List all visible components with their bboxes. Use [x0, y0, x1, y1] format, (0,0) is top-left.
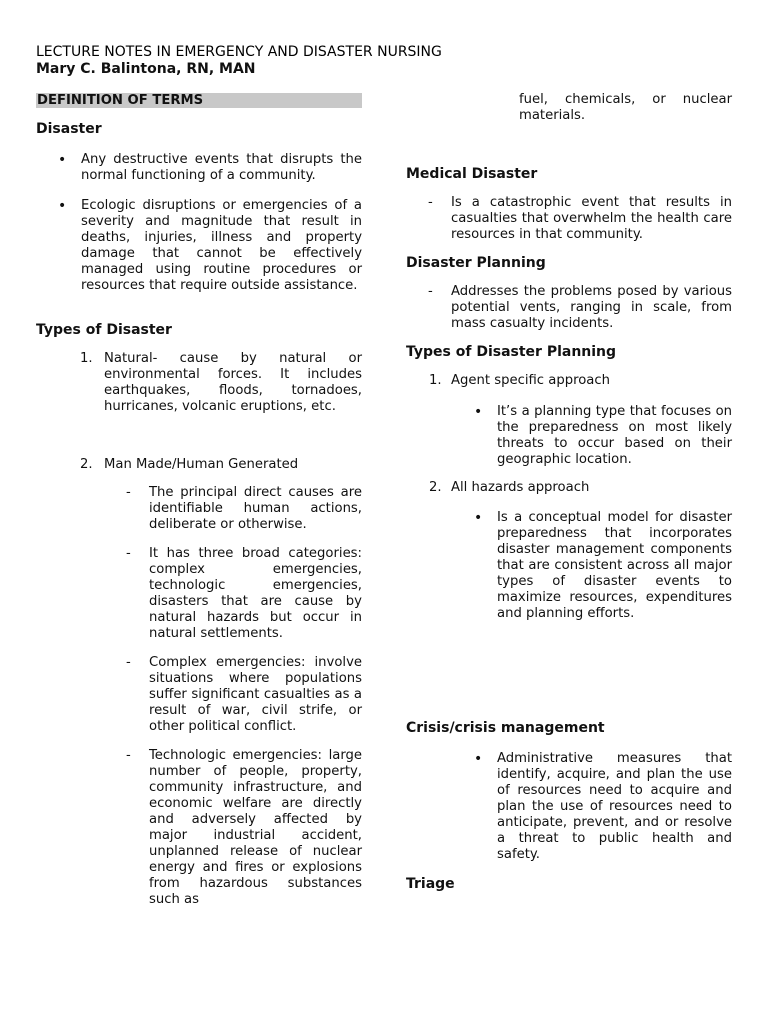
- list-item: [474, 751, 732, 863]
- document-title: LECTURE NOTES IN EMERGENCY AND DISASTER NURSING: [36, 44, 442, 60]
- heading-disaster-planning: Disaster Planning: [406, 255, 546, 271]
- heading-types-of-disaster-planning: Types of Disaster Planning: [406, 344, 617, 360]
- heading-triage: Triage: [406, 876, 455, 892]
- dash-marker: -: [126, 546, 131, 561]
- dash-marker: -: [126, 748, 131, 763]
- type-natural: Natural- cause by natural or environmental forces. It includes earthquakes, floods, tornadoes, hurricanes, volcanic eruptions, etc.: [104, 351, 362, 414]
- all-hazards-description: Is a conceptual model for disaster preparedness that incorporates disaster management components that are consistent across all major types of disaster events to maximize resources, expenditures and planning efforts.: [497, 510, 732, 621]
- list-item: [58, 198, 362, 294]
- man-made-point-1: The principal direct causes are identifiable human actions, deliberate or otherwise.: [149, 485, 362, 532]
- man-made-point-2: It has three broad categories: complex emergencies, technologic emergencies, disasters that are cause by natural hazards but occur in natural settlements.: [149, 546, 362, 641]
- bullet-icon: •: [474, 751, 483, 767]
- heading-crisis-management: Crisis/crisis management: [406, 720, 605, 736]
- dash-marker: -: [428, 284, 433, 299]
- disaster-definition-1: Any destructive events that disrupts the normal functioning of a community.: [81, 152, 362, 183]
- dash-marker: -: [126, 485, 131, 500]
- list-item: [428, 195, 732, 243]
- agent-specific-approach: Agent specific approach: [451, 373, 610, 388]
- dash-marker: -: [428, 195, 433, 210]
- man-made-point-3: Complex emergencies: involve situations where populations suffer significant casualties as a result of war, civil strife, or other political conflict.: [149, 655, 362, 734]
- bullet-icon: •: [474, 404, 483, 420]
- heading-disaster: Disaster: [36, 121, 102, 137]
- heading-medical-disaster: Medical Disaster: [406, 166, 538, 182]
- section-bar-definition-of-terms: DEFINITION OF TERMS: [36, 93, 362, 108]
- list-item: [58, 152, 362, 184]
- list-item: [126, 546, 362, 642]
- bullet-icon: •: [58, 198, 67, 214]
- list-item: [474, 404, 732, 468]
- disaster-definition-2: Ecologic disruptions or emergencies of a severity and magnitude that result in deaths, injuries, illness and property damage that cannot be effectively managed using routine procedures or resources that require outside assistance.: [81, 198, 362, 293]
- list-item: [474, 510, 732, 622]
- author-line: Mary C. Balintona, RN, MAN: [36, 61, 256, 77]
- list-item: [429, 373, 732, 389]
- dash-marker: -: [126, 655, 131, 670]
- list-item: [126, 485, 362, 533]
- list-item: [126, 748, 362, 908]
- list-item: [428, 284, 732, 332]
- agent-specific-description: It’s a planning type that focuses on the preparedness on most likely threats to occur based on their geographic location.: [497, 404, 732, 467]
- type-man-made: Man Made/Human Generated: [104, 457, 299, 472]
- medical-disaster-definition: Is a catastrophic event that results in casualties that overwhelm the health care resources in that community.: [451, 195, 732, 242]
- bullet-icon: •: [58, 152, 67, 168]
- list-number: 1.: [80, 351, 93, 366]
- all-hazards-approach: All hazards approach: [451, 480, 590, 495]
- list-item: [126, 655, 362, 735]
- crisis-management-description: Administrative measures that identify, acquire, and plan the use of resources need to acquire and plan the use of resources need to anticipate, prevent, and or resolve a threat to public health and safety.: [497, 751, 732, 862]
- list-item: [80, 457, 362, 473]
- heading-types-of-disaster: Types of Disaster: [36, 322, 172, 338]
- man-made-point-4: Technologic emergencies: large number of people, property, community infrastructure, and economic welfare are directly and adversely affected by major industrial accident, unplanned release of nuclear energy and fires or explosions from hazardous substances such as: [149, 748, 362, 907]
- list-number: 2.: [80, 457, 93, 472]
- list-item: [429, 480, 732, 496]
- list-number: 2.: [429, 480, 442, 495]
- list-item: [80, 351, 362, 415]
- bullet-icon: •: [474, 510, 483, 526]
- list-number: 1.: [429, 373, 442, 388]
- disaster-planning-definition: Addresses the problems posed by various potential vents, ranging in scale, from mass casualty incidents.: [451, 284, 732, 331]
- continuation-text: fuel, chemicals, or nuclear materials.: [519, 92, 732, 123]
